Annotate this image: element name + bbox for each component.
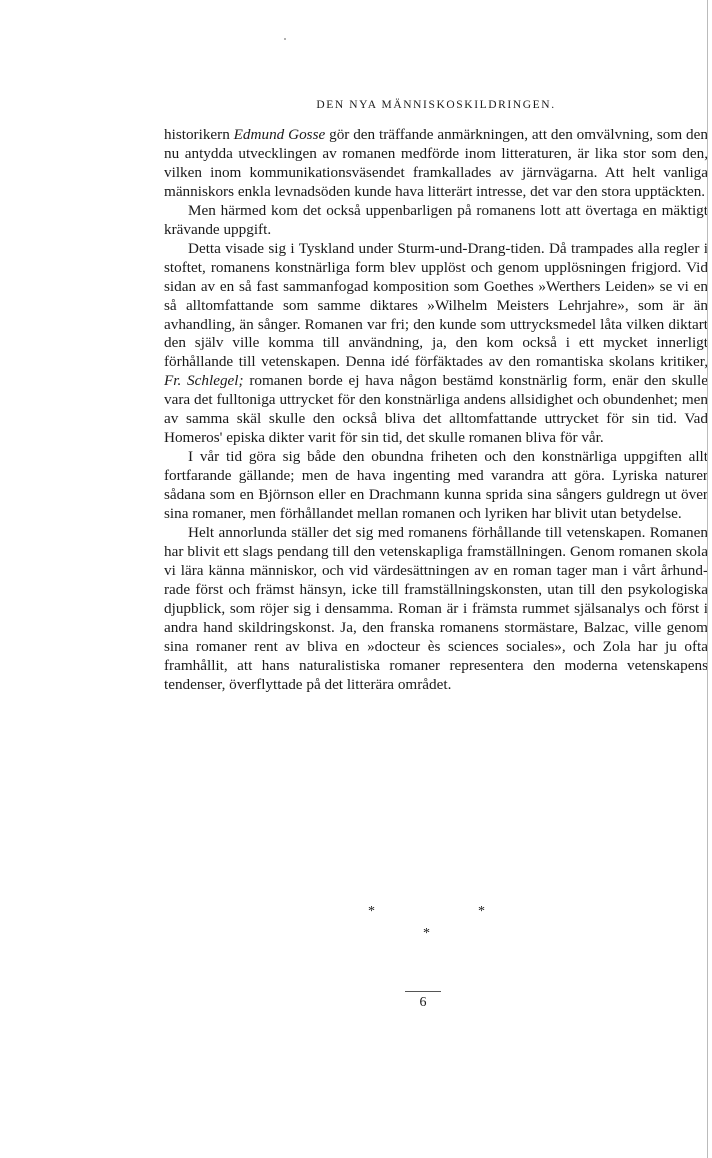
author-name-gosse: Edmund Gosse	[233, 126, 326, 143]
paragraph-3	[164, 240, 708, 448]
body-text	[164, 126, 708, 695]
running-head: DEN NYA MÄNNISKOSKILDRINGEN.	[316, 99, 556, 111]
footer-rule	[405, 991, 441, 992]
page-edge-line	[707, 0, 708, 1158]
paragraph-4: I vår tid göra sig både den obundna friheten och den konstnärliga uppgiften allt fortfarande gällande; men de hava ingenting med varandra att göra. Lyriska naturer sådana som en Björnson eller en Drachmann kunna sprida sina sångers guldregn ut över sina romaner, men förhållandet mellan romanen och lyriken har blivit utan betydelse.	[164, 448, 708, 523]
paper-speck	[284, 38, 286, 40]
asterism-star-right: *	[478, 904, 485, 919]
asterism-star-left: *	[368, 904, 375, 919]
paragraph-1	[164, 126, 708, 202]
paragraph-3-text-b: romanen borde ej hava någon bestämd konstnärlig form, enär den skulle vara det fulltoniga uttrycket för den konstnärliga andens allsidighet och obundenhet; men av samma skäl skulle den också bliva det alltomfattande uttrycket för sin tid. Vad Homeros' episka dikter varit för sin tid, det skulle romanen bliva för vår.	[164, 372, 708, 447]
paragraph-2: Men härmed kom det också uppenbarligen på romanens lott att övertaga en mäktigt krävande uppgift.	[164, 201, 708, 238]
asterism	[330, 904, 510, 944]
paragraph-1-text-b: gör den träffande anmärkningen, att den omvälvning, som den nu antydda utvecklingen av romanen medförde inom litteraturen, är lika stor som den, vilken inom kommunikationsväsendet framkallades av järnvägarna. Att helt vanliga människors enkla levnadsöden kunde hava litterärt intresse, det var den stora upptäckten.	[164, 126, 708, 200]
paragraph-3-text-a: Detta visade sig i Tyskland under Sturm-und-Drang-tiden. Då trampades alla regler i stoftet, romanens konstnärliga form blev upplöst och genom upplösningen frigjord. Vid sidan av en så fast sammanfogad komposition som Goethes »Werthers Leiden» se vi en så alltomfattande som samme diktares »Wilhelm Meisters Lehrjahre», som är än avhandling, än sånger. Romanen var fri; den kunde som uttrycksmedel låta vilken diktart den själv ville komma till användning, ja, den kom också i ett mycket innerligt förhållande till vetenskapen. Denna idé förfäktades av den romantiska skolans kritiker,	[164, 239, 708, 371]
asterism-star-bottom: *	[423, 926, 430, 941]
author-name-schlegel: Fr. Schlegel;	[164, 372, 244, 390]
paragraph-1-text-a: historikern	[164, 126, 234, 143]
paragraph-5: Helt annorlunda ställer det sig med romanens förhållande till vetenskapen. Romanen har blivit ett slags pendang till den vetenskapliga framställningen. Genom romanen skola vi lära känna människor, och vid värdesättningen av en roman tager man i vårt århundrade först och främst hänsyn, icke till framställningskonsten, utan till den psykologiska djupblick, som röjer sig i densamma. Roman är i främsta rummet själsanalys och först i andra hand skildringskonst. Ja, den franska romanens stormästare, Balzac, ville genom sina romaner rent av bliva en »docteur ès sciences sociales», och Zola har ju ofta framhållit, att hans naturalistiska romaner representera den moderna vetenskapens tendenser, överflyttade på det litterära området.	[164, 524, 708, 693]
page-number: 6	[419, 995, 427, 1010]
